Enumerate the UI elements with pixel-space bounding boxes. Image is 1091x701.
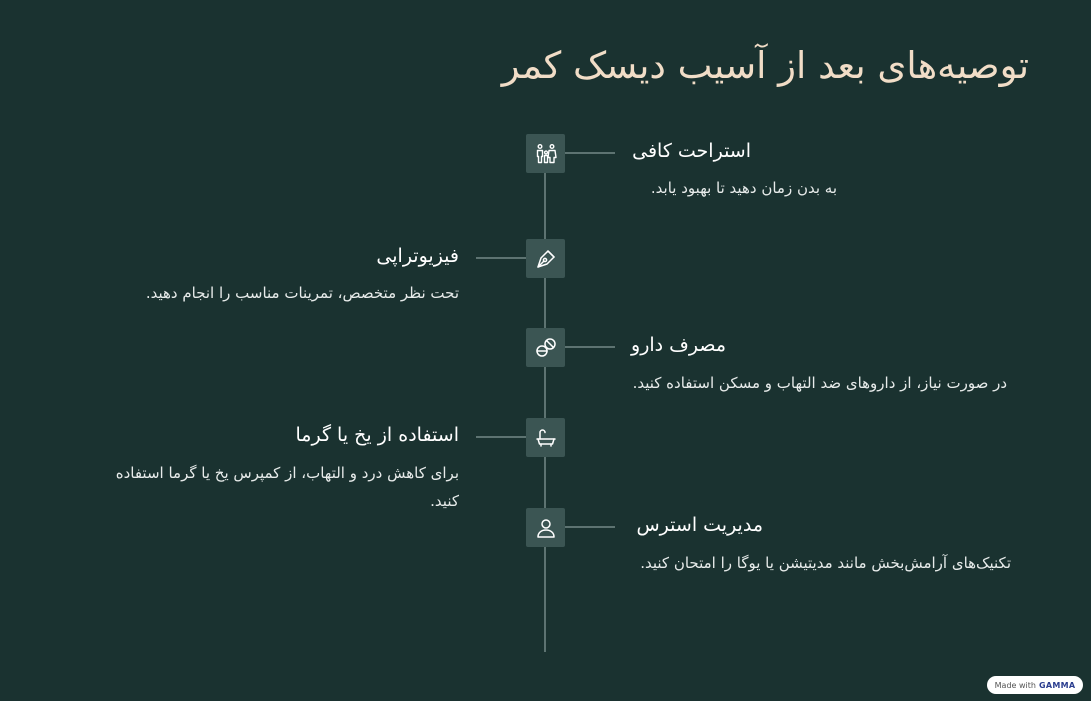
item-title: استراحت کافی [632,140,751,162]
timeline-icon-box [526,418,565,457]
item-title: استفاده از یخ یا گرما [295,424,459,446]
item-description: تحت نظر متخصص، تمرینات مناسب را انجام دهید. [145,284,459,302]
item-title: مدیریت استرس [636,514,763,536]
timeline-line [544,153,546,652]
made-with-gamma-badge[interactable] [987,676,1083,694]
timeline-connector [565,152,615,154]
pills-icon [534,336,558,360]
timeline-icon-box [526,328,565,367]
timeline-icon-box [526,239,565,278]
page-title: توصیه‌های بعد از آسیب دیسک کمر [501,44,1029,87]
timeline-icon-box [526,134,565,173]
family-icon [534,142,558,166]
item-title: فیزیوتراپی [376,245,459,267]
badge-prefix: Made with [994,680,1036,690]
timeline-icon-box [526,508,565,547]
timeline-connector [476,436,526,438]
pen-nib-icon [534,247,558,271]
gamma-logo: GAMMA [1038,680,1076,690]
timeline-connector [565,346,615,348]
item-description: به بدن زمان دهید تا بهبود یابد. [650,179,837,197]
item-title: مصرف دارو [631,334,726,356]
item-description: برای کاهش درد و التهاب، از کمپرس یخ یا گرما استفاده کنید. [115,464,459,510]
timeline-connector [476,257,526,259]
item-description: تکنیک‌های آرامش‌بخش مانند مدیتیشن یا یوگا را امتحان کنید. [640,554,1011,572]
person-icon [534,516,558,540]
item-description: در صورت نیاز، از داروهای ضد التهاب و مسکن استفاده کنید. [632,374,1007,392]
timeline-connector [565,526,615,528]
bathtub-icon [534,426,558,450]
